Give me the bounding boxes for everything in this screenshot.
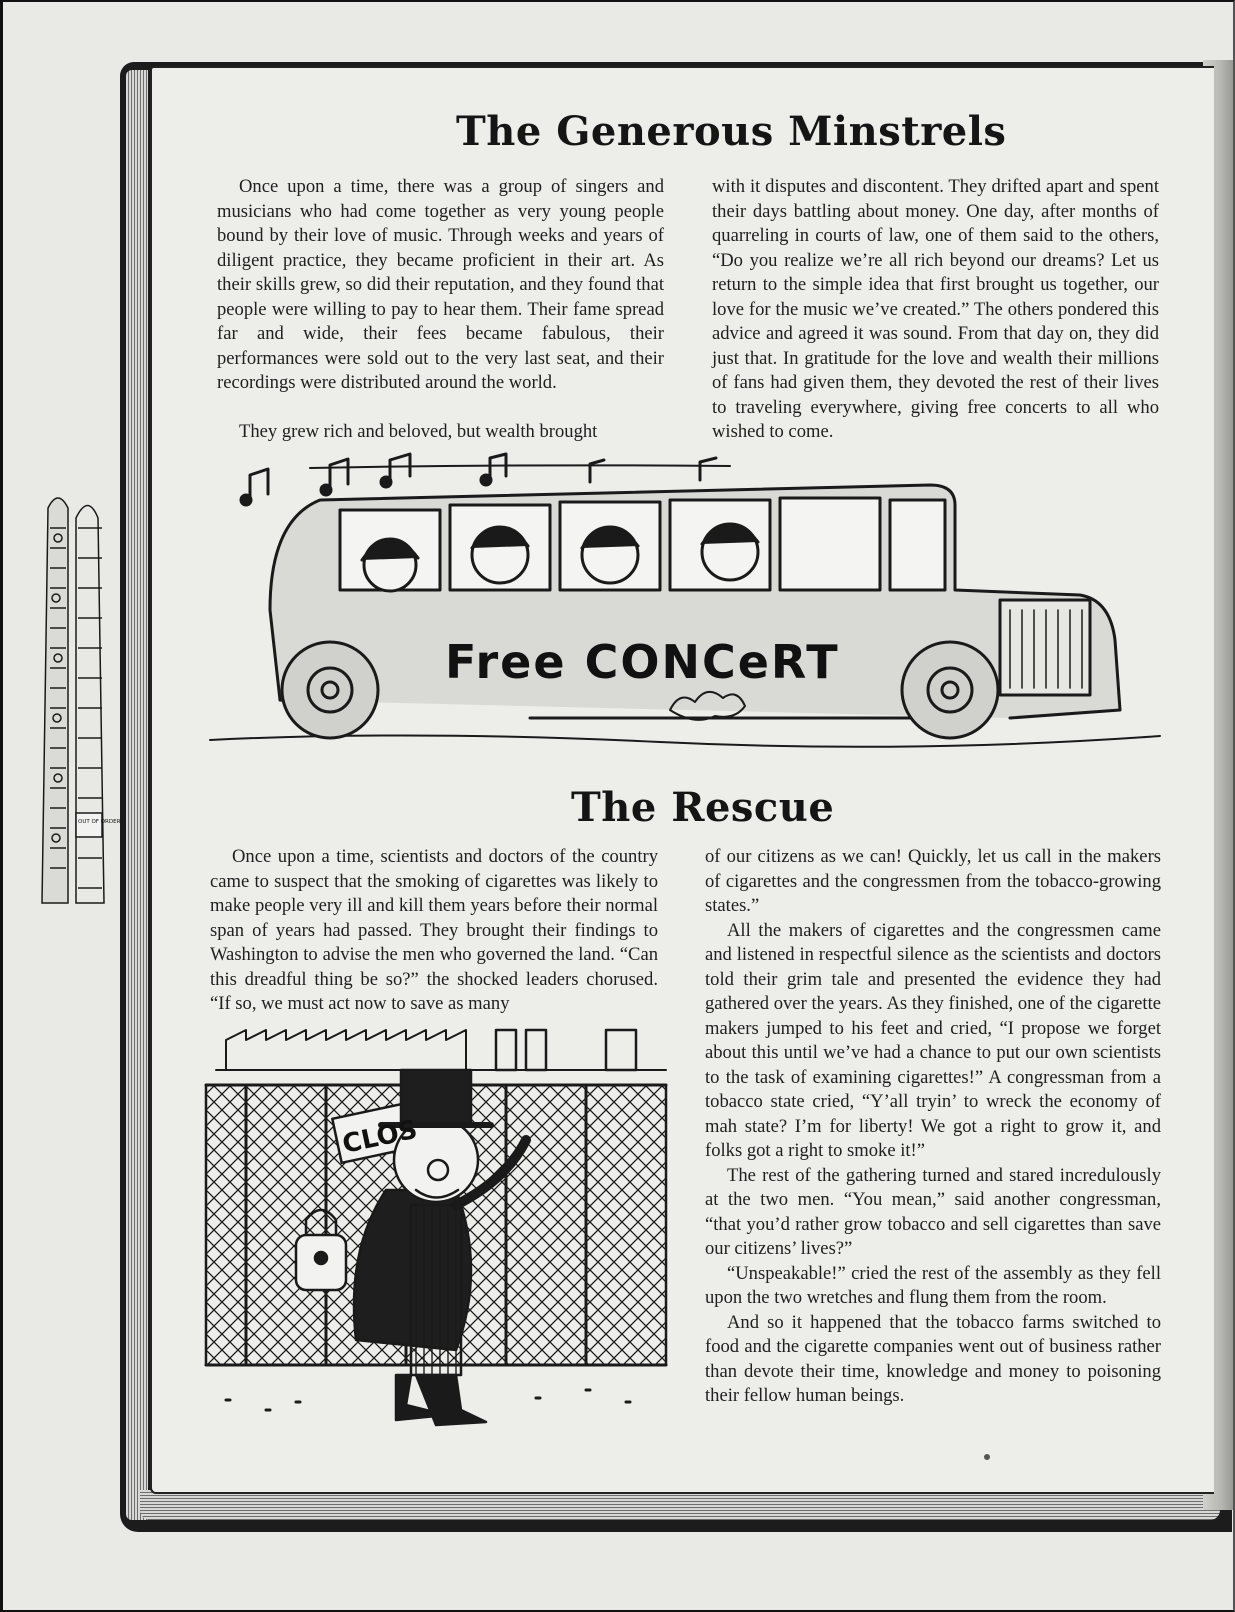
story2-column-right [705,845,1161,1409]
escalator-illustration [38,488,121,913]
paragraph: The rest of the gathering turned and stared incredulously at the two men. “You mean,” said another congressman, “that you’d rather grow tobacco and sell cigarettes than save our citizens’ lives?” [705,1164,1161,1259]
paragraph: All the makers of cigarettes and the congressmen came and listened in respectful silence as the scientists and doctors told their grim tale and presented the evidence they had gathered over the years. As they finished, one of the cigarette makers jumped to his feet and cried, “I propose we forget about this until we’ve had a chance to put our own scientists to the task of examining cigarettes!” A congressman from a tobacco state cried, “Y’all tryin’ to wreck the economy of mah state? I’m for liberty! We got a right to grow it, and folks got a right to smoke it!” [705,919,1161,1161]
paragraph: Once upon a time, scientists and doctors of the country came to suspect that the smoking of cigarettes was likely to make people very ill and kill them years before their normal span of years had passed. They brought their findings to Washington to advise the men who governed the land. “Can this dreadful thing be so?” the shocked leaders chorused. “If so, we must act now to save as many [210,846,658,1014]
book-page-edges-bottom [140,1490,1220,1520]
paragraph: They grew rich and beloved, but wealth brought [239,420,598,442]
story-title-the-rescue: The Rescue [571,784,835,831]
paragraph: And so it happened that the tobacco farms switched to food and the cigarette companies went out of business rather than devote their time, knowledge and money to poisoning their fellow human beings. [705,1311,1161,1406]
paragraph: of our citizens as we can! Quickly, let us call in the makers of cigarettes and the congressmen from the tobacco-growing states.” [705,846,1161,916]
tobacco-tycoon-illustration [206,1030,666,1448]
paragraph: with it disputes and discontent. They drifted apart and spent their days battling about money. One day, after months of quarreling in courts of law, one of them said to the others, “Do you realize we’re all rich beyond our dreams? Let us return to the simple idea that first brought us together, our love for the music we’ve created.” The others pondered this advice and agreed it was sound. From that day on, they did just that. In gratitude for the love and wealth their millions of fans had given them, they devoted the rest of their lives to traveling everywhere, giving free concerts to all who wished to come. [712,176,1159,442]
book-page-edges-left [126,70,148,1520]
gate-sign-text: CLOS [339,1114,421,1160]
story2-column-left [210,845,658,1017]
bus-banner-text: Free CONCeRT [445,635,840,689]
out-of-order-sign: OUT OF ORDER [78,819,121,825]
free-concert-bus-illustration [210,460,1160,770]
paragraph: Once upon a time, there was a group of singers and musicians who had come together as very young people bound by their love of music. Through weeks and years of diligent practice, they became proficient in their art. As their skills grew, so did their reputation, and they found that people were willing to pay to hear them. Their fame spread far and wide, their fees became fabulous, their performances were sold out to the very last seat, and their recordings were distributed around the world. [217,176,664,393]
story1-column-left [217,175,664,444]
story-title-generous-minstrels: The Generous Minstrels [456,108,1007,155]
page-speck [984,1454,990,1460]
paragraph: “Unspeakable!” cried the rest of the assembly as they fell upon the two wretches and flung them from the room. [705,1262,1161,1308]
story1-column-right [712,175,1159,445]
